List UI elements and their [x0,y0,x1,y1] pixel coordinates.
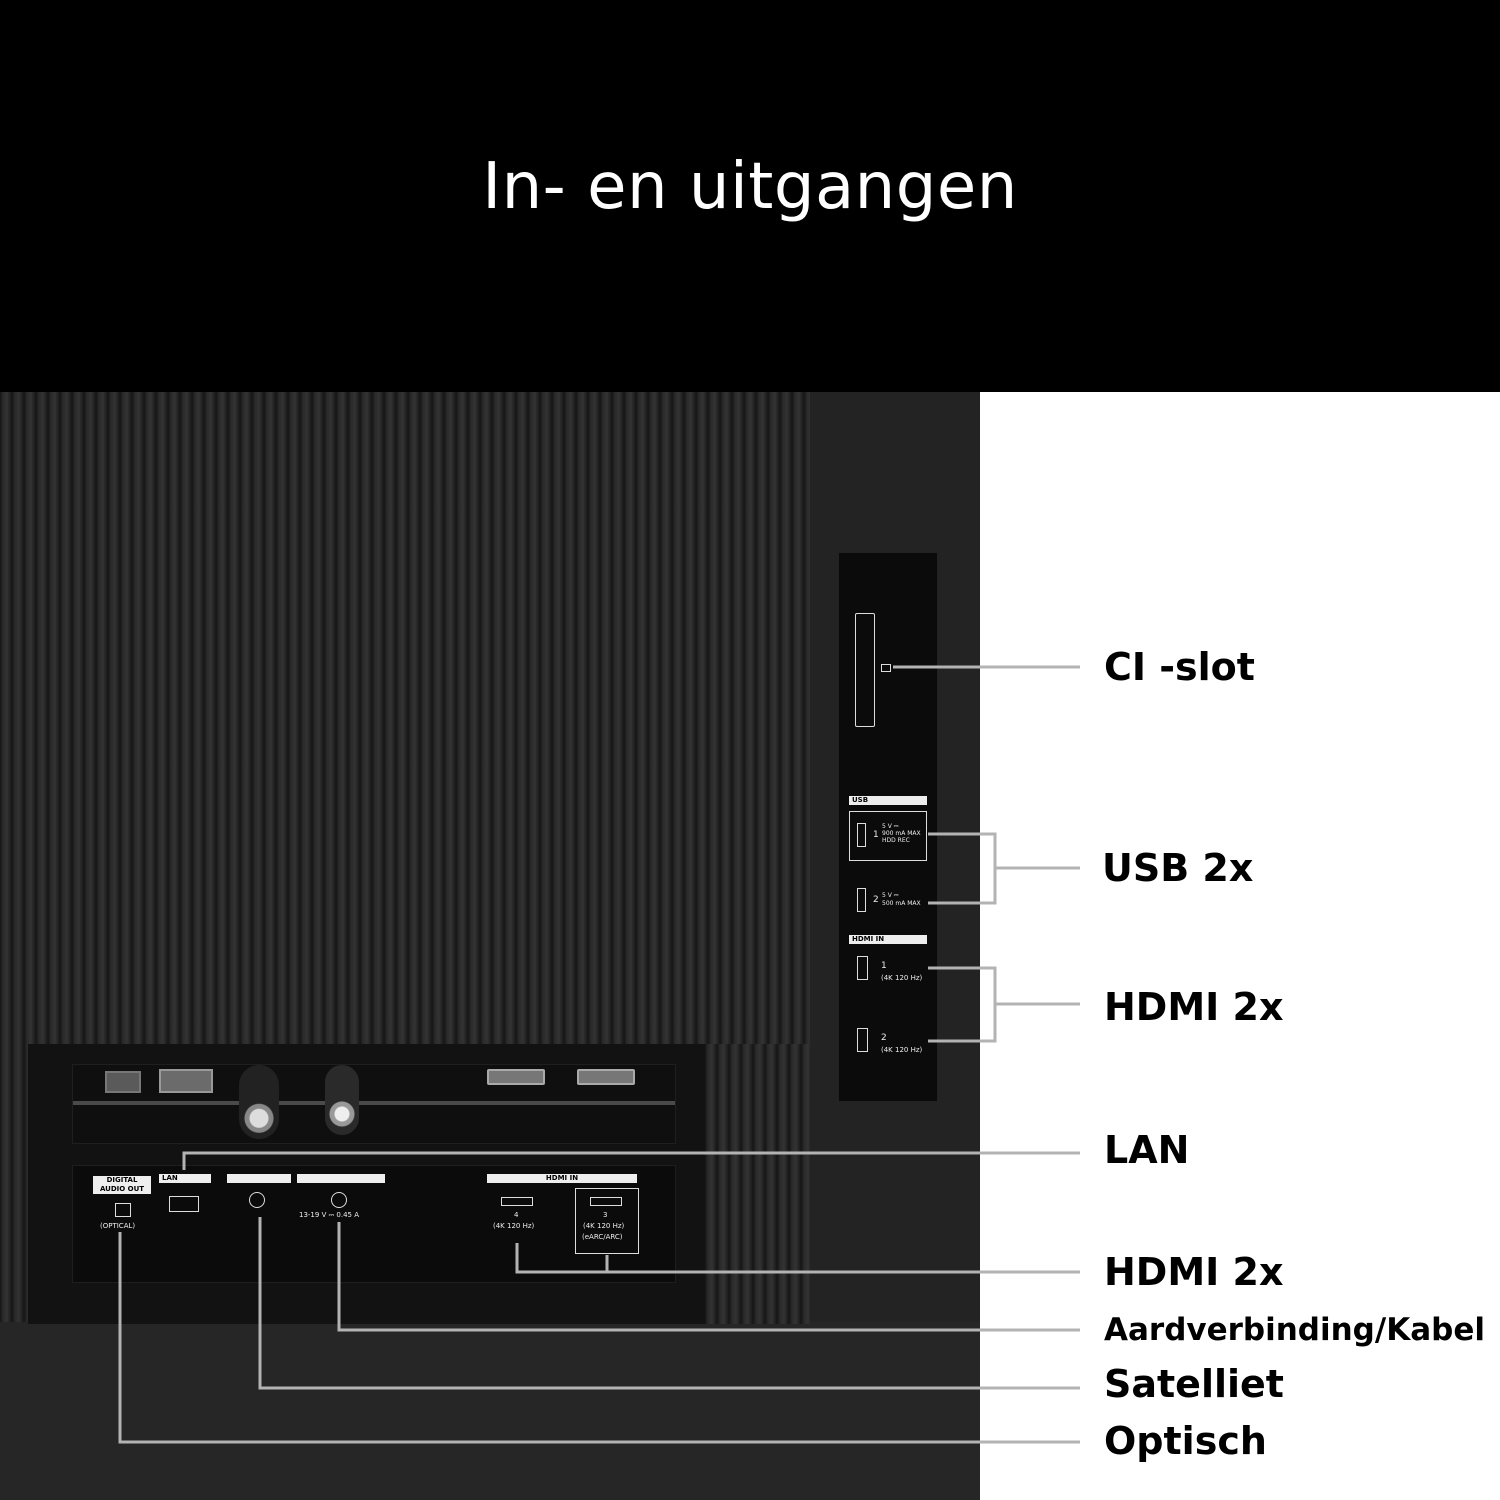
usb1-spec-current: 900 mA MAX [882,830,921,837]
usb-chip: USB [849,796,927,805]
callout-lan: LAN [1104,1128,1190,1172]
usb1-spec-hdd: HDD REC [882,837,910,844]
callout-hdmi-bottom: HDMI 2x [1104,1250,1284,1294]
hdmi-in-chip-side: HDMI IN [849,935,927,944]
usb2-number: 2 [873,895,879,905]
lan-line [184,1153,1080,1170]
hdmi1-number: 1 [881,961,887,971]
callout-ci-slot: CI -slot [1104,645,1255,689]
terrestrial-line [339,1222,1080,1330]
callout-satellite: Satelliet [1104,1362,1284,1406]
hdmi4-number: 4 [514,1211,519,1219]
hdmi3-spec: (4K 120 Hz) [583,1222,625,1230]
hdmi2-number: 2 [881,1033,887,1043]
lan-chip: LAN [159,1174,211,1183]
callout-optical: Optisch [1104,1419,1267,1463]
satellite-line [260,1217,1080,1388]
hdmi-in-chip-bottom: HDMI IN [487,1174,637,1183]
optical-line [120,1232,1080,1442]
digital-audio-out-chip: DIGITAL AUDIO OUT [93,1176,151,1194]
usb-bracket-line [928,834,1080,903]
callout-hdmi-side: HDMI 2x [1104,985,1284,1029]
hdmi-side-bracket-line [928,968,1080,1041]
antenna-spec: 13-19 V ⎓ 0.45 A [299,1211,359,1219]
usb1-number: 1 [873,830,879,840]
hdmi4-spec: (4K 120 Hz) [493,1222,535,1230]
usb2-spec-current: 500 mA MAX [882,900,921,907]
page-title: In- en uitgangen [482,150,1018,224]
usb1-spec: 5 V ⎓ [882,823,899,830]
hdmi3-number: 3 [603,1211,608,1219]
callout-terrestrial: Aardverbinding/Kabel [1104,1312,1485,1348]
hdmi-bottom-line [517,1243,1080,1272]
hdmi3-spec-arc: (eARC/ARC) [582,1233,623,1241]
callout-usb: USB 2x [1102,846,1254,890]
optical-label: (OPTICAL) [100,1222,136,1230]
usb2-spec: 5 V ⎓ [882,892,899,899]
hdmi2-spec: (4K 120 Hz) [881,1046,923,1054]
hdmi1-spec: (4K 120 Hz) [881,974,923,982]
